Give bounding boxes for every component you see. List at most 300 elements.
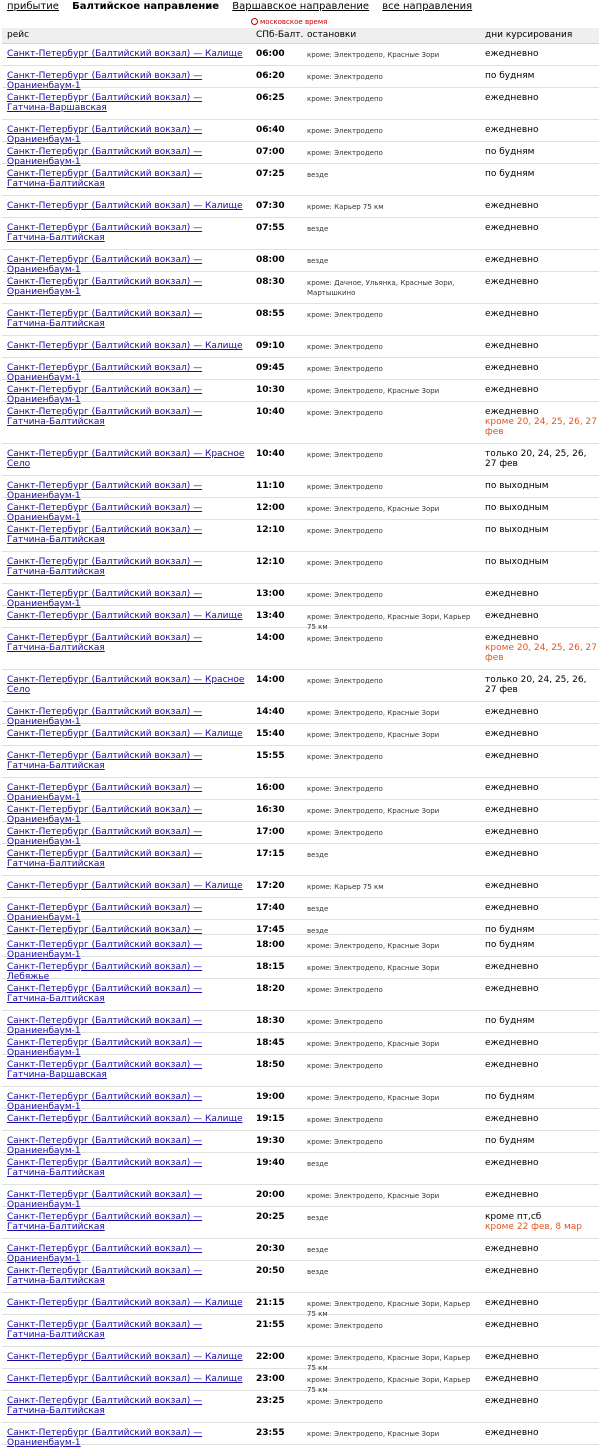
table-row: [2, 1055, 599, 1087]
table-row: [2, 1239, 599, 1264]
days-cell: [485, 277, 597, 287]
table-row: [2, 935, 599, 960]
stops-info: везде: [307, 257, 329, 265]
route-link[interactable]: Санкт-Петербург (Балтийский вокзал) — Ораниенбаум-1: [7, 1038, 203, 1058]
route-link[interactable]: Санкт-Петербург (Балтийский вокзал) — Ораниенбаум-1: [7, 1016, 203, 1036]
stops-info: кроме: Электродепо: [307, 409, 383, 417]
table-row: [2, 1153, 599, 1185]
route-link[interactable]: Санкт-Петербург (Балтийский вокзал) — Калище: [7, 1374, 243, 1384]
route-link[interactable]: Санкт-Петербург (Балтийский вокзал) — Ораниенбаум-1: [7, 589, 203, 609]
route-link[interactable]: Санкт-Петербург (Балтийский вокзал) — Гатчина-Варшавская: [7, 1060, 203, 1080]
stops-info: кроме: Электродепо: [307, 95, 383, 103]
departure-time: 10:40: [256, 407, 285, 417]
days-cell: [485, 1190, 597, 1200]
days-cell: [485, 407, 597, 437]
timezone-note: [251, 17, 327, 27]
table-row: [2, 1369, 599, 1394]
departure-time: 15:55: [256, 751, 285, 761]
table-row: [2, 476, 599, 501]
days-cell: [485, 849, 597, 859]
table-row: [2, 957, 599, 982]
days-value: ежедневно: [485, 751, 539, 761]
table-row: [2, 444, 599, 476]
stops-info: кроме: Электродепо, Красные Зори, Карьер 75 км: [307, 1300, 471, 1318]
stops-info: кроме: Электродепо: [307, 1116, 383, 1124]
stops-info: везде: [307, 1160, 329, 1168]
route-link[interactable]: Санкт-Петербург (Балтийский вокзал) — Гатчина-Балтийская: [7, 1158, 203, 1178]
route-link[interactable]: Санкт-Петербург (Балтийский вокзал) — Калище: [7, 611, 243, 621]
days-value: ежедневно: [485, 1038, 539, 1048]
table-row: [2, 1131, 599, 1156]
stops-info: везде: [307, 1246, 329, 1254]
route-link[interactable]: Санкт-Петербург (Балтийский вокзал) — Калище: [7, 1298, 243, 1308]
stops-info: кроме: Электродепо: [307, 451, 383, 459]
route-link[interactable]: Санкт-Петербург (Балтийский вокзал) — Ораниенбаум-1: [7, 481, 203, 501]
days-cell: [485, 925, 597, 935]
days-value: ежедневно: [485, 707, 539, 717]
table-row: [2, 746, 599, 778]
route-link[interactable]: Санкт-Петербург (Балтийский вокзал) — Гатчина-Балтийская: [7, 1266, 203, 1286]
departure-time: 07:30: [256, 201, 285, 211]
days-cell: [485, 557, 597, 567]
stops-info: везде: [307, 927, 329, 935]
route-link[interactable]: Санкт-Петербург (Балтийский вокзал) — Ораниенбаум-1: [7, 1092, 203, 1112]
days-cell: [485, 223, 597, 233]
departure-header: СПб-Балт.: [256, 30, 304, 40]
departure-time: 08:30: [256, 277, 285, 287]
stops-info: кроме: Электродепо: [307, 527, 383, 535]
departure-time: 13:40: [256, 611, 285, 621]
route-link[interactable]: Санкт-Петербург (Балтийский вокзал) — Калище: [7, 881, 243, 891]
table-row: [2, 196, 599, 218]
days-value: по будням: [485, 1092, 535, 1102]
days-value: кроме пт,сб: [485, 1212, 542, 1222]
stops-info: кроме: Электродепо, Красные Зори: [307, 1430, 440, 1438]
table-row: [2, 358, 599, 383]
departure-time: 14:00: [256, 633, 285, 643]
stops-info: кроме: Электродепо: [307, 365, 383, 373]
days-cell: [485, 984, 597, 994]
departure-time: 09:10: [256, 341, 285, 351]
stops-info: кроме: Электродепо: [307, 986, 383, 994]
days-cell: [485, 481, 597, 491]
days-cell: [485, 827, 597, 837]
stops-info: кроме: Электродепо, Красные Зори, Карьер 75 км: [307, 613, 471, 631]
departure-time: 18:00: [256, 940, 285, 950]
route-link[interactable]: Санкт-Петербург (Балтийский вокзал) — Ораниенбаум-1: [7, 277, 203, 297]
route-link[interactable]: Санкт-Петербург (Балтийский вокзал) — Гатчина-Балтийская: [7, 751, 203, 771]
days-value: ежедневно: [485, 1244, 539, 1254]
days-value: ежедневно: [485, 1298, 539, 1308]
stops-info: кроме: Дачное, Ульянка, Красные Зори, Мартышкино: [307, 279, 455, 297]
table-row: [2, 1109, 599, 1131]
table-row: [2, 876, 599, 898]
stops-info: кроме: Электродепо, Красные Зори, Карьер 75 км: [307, 1354, 471, 1372]
days-cell: [485, 385, 597, 395]
stops-info: везде: [307, 851, 329, 859]
table-row: [2, 724, 599, 746]
table-row: [2, 670, 599, 702]
days-value: ежедневно: [485, 962, 539, 972]
days-cell: [485, 449, 597, 469]
stops-info: кроме: Электродепо, Красные Зори: [307, 1040, 440, 1048]
days-value: по будням: [485, 925, 535, 935]
departure-time: 06:40: [256, 125, 285, 135]
table-row: [2, 822, 599, 847]
table-row: [2, 402, 599, 444]
departure-time: 21:15: [256, 1298, 285, 1308]
days-value: ежедневно: [485, 1266, 539, 1276]
route-link[interactable]: Санкт-Петербург (Балтийский вокзал) — Гатчина-Балтийская: [7, 984, 203, 1004]
route-link[interactable]: Санкт-Петербург (Балтийский вокзал) — Калище: [7, 1352, 243, 1362]
days-cell: [485, 1374, 597, 1384]
days-value: ежедневно: [485, 1428, 539, 1438]
departure-time: 10:40: [256, 449, 285, 459]
route-link[interactable]: Санкт-Петербург (Балтийский вокзал) — Калище: [7, 49, 243, 59]
table-row: [2, 218, 599, 250]
departure-time: 20:00: [256, 1190, 285, 1200]
departure-time: 17:00: [256, 827, 285, 837]
stops-info: кроме: Электродепо, Красные Зори: [307, 1094, 440, 1102]
stops-info: кроме: Карьер 75 км: [307, 883, 384, 891]
departure-time: 16:30: [256, 805, 285, 815]
route-link[interactable]: Санкт-Петербург (Балтийский вокзал) — Ораниенбаум-1: [7, 940, 203, 960]
departure-time: 08:55: [256, 309, 285, 319]
days-value: ежедневно: [485, 385, 539, 395]
days-value: ежедневно: [485, 341, 539, 351]
days-cell: [485, 201, 597, 211]
stops-info: кроме: Электродепо, Красные Зори: [307, 731, 440, 739]
departure-time: 22:00: [256, 1352, 285, 1362]
days-value: ежедневно: [485, 611, 539, 621]
route-link[interactable]: Санкт-Петербург (Балтийский вокзал) — Гатчина-Балтийская: [7, 849, 203, 869]
schedule-table: [2, 44, 599, 1448]
departure-time: 19:15: [256, 1114, 285, 1124]
route-link[interactable]: Санкт-Петербург (Балтийский вокзал) — Гатчина-Варшавская: [7, 93, 203, 113]
route-header: рейс: [7, 30, 30, 40]
departure-time: 06:20: [256, 71, 285, 81]
stops-header: остановки: [307, 30, 357, 40]
days-cell: [485, 1114, 597, 1124]
days-cell: [485, 707, 597, 717]
days-value: только 20, 24, 25, 26, 27 фев: [485, 675, 587, 695]
days-value: по будням: [485, 147, 535, 157]
stops-info: везде: [307, 225, 329, 233]
days-value: по будням: [485, 940, 535, 950]
table-row: [2, 1261, 599, 1293]
route-link[interactable]: Санкт-Петербург (Балтийский вокзал) — Ораниенбаум-1: [7, 363, 203, 383]
days-value: ежедневно: [485, 589, 539, 599]
stops-info: кроме: Электродепо: [307, 1398, 383, 1406]
departure-time: 18:45: [256, 1038, 285, 1048]
route-link[interactable]: Санкт-Петербург (Балтийский вокзал) — Ораниенбаум-1: [7, 125, 203, 145]
days-value: по выходным: [485, 481, 549, 491]
days-cell: [485, 1060, 597, 1070]
days-cell: [485, 169, 597, 179]
days-cell: [485, 1352, 597, 1362]
stops-info: кроме: Электродепо: [307, 149, 383, 157]
route-link[interactable]: Санкт-Петербург (Балтийский вокзал) — Гатчина-Балтийская: [7, 407, 203, 427]
table-row: [2, 1391, 599, 1423]
departure-time: 07:25: [256, 169, 285, 179]
route-link[interactable]: Санкт-Петербург (Балтийский вокзал) — Калище: [7, 729, 243, 739]
stops-info: кроме: Электродепо: [307, 1322, 383, 1330]
table-row: [2, 1011, 599, 1036]
departure-time: 12:00: [256, 503, 285, 513]
days-value: ежедневно: [485, 1374, 539, 1384]
days-value: ежедневно: [485, 783, 539, 793]
days-value: по будням: [485, 1016, 535, 1026]
days-value: ежедневно: [485, 1352, 539, 1362]
days-exception: кроме 20, 24, 25, 26, 27 фев: [485, 417, 597, 437]
stops-info: кроме: Электродепо: [307, 483, 383, 491]
stops-info: кроме: Электродепо, Красные Зори: [307, 387, 440, 395]
departure-time: 09:45: [256, 363, 285, 373]
route-link[interactable]: Санкт-Петербург (Балтийский вокзал) — Ораниенбаум-1: [7, 71, 203, 91]
days-exception: кроме 20, 24, 25, 26, 27 фев: [485, 643, 597, 663]
days-value: по будням: [485, 71, 535, 81]
route-link[interactable]: Санкт-Петербург (Балтийский вокзал) — Калище: [7, 201, 243, 211]
stops-info: кроме: Электродепо: [307, 677, 383, 685]
days-cell: [485, 633, 597, 663]
days-value: ежедневно: [485, 881, 539, 891]
warsaw-direction-link[interactable]: Варшавское направление: [232, 1, 370, 12]
departure-time: 23:00: [256, 1374, 285, 1384]
days-value: по выходным: [485, 525, 549, 535]
route-link[interactable]: Санкт-Петербург (Балтийский вокзал) — Ораниенбаум-1: [7, 147, 203, 167]
route-link[interactable]: Санкт-Петербург (Балтийский вокзал) — Ораниенбаум-1: [7, 707, 203, 727]
table-row: [2, 250, 599, 275]
days-cell: [485, 881, 597, 891]
departure-time: 17:15: [256, 849, 285, 859]
route-link[interactable]: Санкт-Петербург (Балтийский вокзал) — Калище: [7, 1114, 243, 1124]
table-row: [2, 272, 599, 304]
table-row: [2, 606, 599, 631]
stops-info: кроме: Электродепо, Красные Зори: [307, 709, 440, 717]
route-link[interactable]: Санкт-Петербург (Балтийский вокзал) — Красное Село: [7, 449, 245, 469]
days-cell: [485, 309, 597, 319]
days-cell: [485, 751, 597, 761]
departure-time: 19:40: [256, 1158, 285, 1168]
days-cell: [485, 903, 597, 913]
days-value: ежедневно: [485, 93, 539, 103]
stops-info: кроме: Электродепо, Красные Зори: [307, 807, 440, 815]
route-link[interactable]: Санкт-Петербург (Балтийский вокзал) — Гатчина-Балтийская: [7, 1320, 203, 1340]
days-cell: [485, 783, 597, 793]
stops-info: везде: [307, 1214, 329, 1222]
days-cell: [485, 125, 597, 135]
days-value: ежедневно: [485, 201, 539, 211]
stops-info: кроме: Электродепо: [307, 1062, 383, 1070]
days-value: ежедневно: [485, 1396, 539, 1406]
departure-time: 17:40: [256, 903, 285, 913]
days-value: ежедневно: [485, 255, 539, 265]
days-cell: [485, 341, 597, 351]
arrival-link[interactable]: прибытие: [7, 1, 59, 12]
departure-time: 12:10: [256, 525, 285, 535]
route-link[interactable]: Санкт-Петербург (Балтийский вокзал) — Ораниенбаум-1: [7, 503, 203, 523]
departure-time: 18:20: [256, 984, 285, 994]
table-row: [2, 702, 599, 727]
table-row: [2, 584, 599, 609]
route-link[interactable]: Санкт-Петербург (Балтийский вокзал) — Ораниенбаум-1: [7, 827, 203, 847]
days-value: ежедневно: [485, 1060, 539, 1070]
days-value: ежедневно: [485, 309, 539, 319]
days-cell: [485, 363, 597, 373]
departure-time: 18:30: [256, 1016, 285, 1026]
departure-time: 14:40: [256, 707, 285, 717]
stops-info: кроме: Электродепо: [307, 311, 383, 319]
table-row: [2, 1207, 599, 1239]
days-cell: [485, 525, 597, 535]
route-link[interactable]: Санкт-Петербург (Балтийский вокзал) — Гатчина-Балтийская: [7, 309, 203, 329]
days-cell: [485, 962, 597, 972]
departure-time: 23:25: [256, 1396, 285, 1406]
stops-info: кроме: Электродепо: [307, 591, 383, 599]
days-cell: [485, 1136, 597, 1146]
route-link[interactable]: Санкт-Петербург (Балтийский вокзал) — Ораниенбаум-1: [7, 1244, 203, 1264]
table-row: [2, 800, 599, 825]
stops-info: кроме: Электродепо, Красные Зори: [307, 964, 440, 972]
days-cell: [485, 729, 597, 739]
stops-info: везде: [307, 171, 329, 179]
route-link[interactable]: Санкт-Петербург (Балтийский вокзал) — Ораниенбаум-1: [7, 385, 203, 405]
days-value: ежедневно: [485, 277, 539, 287]
days-cell: [485, 1320, 597, 1330]
days-value: ежедневно: [485, 849, 539, 859]
stops-info: кроме: Электродепо: [307, 559, 383, 567]
table-row: [2, 88, 599, 120]
all-directions-link[interactable]: все направления: [382, 1, 473, 12]
route-link[interactable]: Санкт-Петербург (Балтийский вокзал) — Гатчина-Балтийская: [7, 223, 203, 243]
route-link[interactable]: Санкт-Петербург (Балтийский вокзал) — Ораниенбаум-1: [7, 255, 203, 275]
route-link[interactable]: Санкт-Петербург (Балтийский вокзал) — Ораниенбаум-1: [7, 783, 203, 803]
days-value: ежедневно: [485, 827, 539, 837]
route-link[interactable]: Санкт-Петербург (Балтийский вокзал) — Лебяжье: [7, 962, 203, 982]
table-row: [2, 1423, 599, 1448]
days-cell: [485, 1158, 597, 1168]
table-row: [2, 1293, 599, 1318]
route-link[interactable]: Санкт-Петербург (Балтийский вокзал) — Гатчина-Балтийская: [7, 1396, 203, 1416]
route-link[interactable]: Санкт-Петербург (Балтийский вокзал) — Гатчина-Балтийская: [7, 525, 203, 545]
departure-time: 20:30: [256, 1244, 285, 1254]
route-link[interactable]: Санкт-Петербург (Балтийский вокзал) — Калище: [7, 341, 243, 351]
table-row: [2, 628, 599, 670]
stops-info: кроме: Электродепо, Красные Зори: [307, 51, 440, 59]
route-link[interactable]: Санкт-Петербург (Балтийский вокзал) —: [7, 925, 203, 935]
departure-time: 10:30: [256, 385, 285, 395]
departure-time: 08:00: [256, 255, 285, 265]
route-link[interactable]: Санкт-Петербург (Балтийский вокзал) — Гатчина-Балтийская: [7, 169, 203, 189]
table-row: [2, 1087, 599, 1112]
table-row: [2, 142, 599, 167]
days-cell: [485, 71, 597, 81]
table-row: [2, 380, 599, 405]
route-link[interactable]: Санкт-Петербург (Балтийский вокзал) — Гатчина-Балтийская: [7, 557, 203, 577]
stops-info: кроме: Карьер 75 км: [307, 203, 384, 211]
departure-time: 14:00: [256, 675, 285, 685]
current-direction: Балтийское направление: [72, 1, 220, 12]
days-value: ежедневно: [485, 633, 539, 643]
days-value: ежедневно: [485, 1158, 539, 1168]
departure-time: 06:25: [256, 93, 285, 103]
table-row: [2, 66, 599, 91]
stops-info: кроме: Электродепо: [307, 343, 383, 351]
departure-time: 17:45: [256, 925, 285, 935]
departure-time: 17:20: [256, 881, 285, 891]
route-link[interactable]: Санкт-Петербург (Балтийский вокзал) — Ораниенбаум-1: [7, 1136, 203, 1156]
route-link[interactable]: Санкт-Петербург (Балтийский вокзал) — Гатчина-Балтийская: [7, 1212, 203, 1232]
days-value: по выходным: [485, 557, 549, 567]
days-cell: [485, 805, 597, 815]
departure-time: 18:50: [256, 1060, 285, 1070]
departure-time: 16:00: [256, 783, 285, 793]
days-value: ежедневно: [485, 903, 539, 913]
stops-info: кроме: Электродепо: [307, 73, 383, 81]
stops-info: кроме: Электродепо: [307, 1138, 383, 1146]
departure-time: 15:40: [256, 729, 285, 739]
route-link[interactable]: Санкт-Петербург (Балтийский вокзал) — Ораниенбаум-1: [7, 1190, 203, 1210]
table-row: [2, 44, 599, 66]
route-link[interactable]: Санкт-Петербург (Балтийский вокзал) — Ораниенбаум-1: [7, 805, 203, 825]
days-value: ежедневно: [485, 1320, 539, 1330]
days-cell: [485, 503, 597, 513]
departure-time: 23:55: [256, 1428, 285, 1438]
days-value: ежедневно: [485, 223, 539, 233]
route-link[interactable]: Санкт-Петербург (Балтийский вокзал) — Гатчина-Балтийская: [7, 633, 203, 653]
route-link[interactable]: Санкт-Петербург (Балтийский вокзал) — Ораниенбаум-1: [7, 903, 203, 923]
stops-info: кроме: Электродепо, Красные Зори: [307, 942, 440, 950]
stops-info: кроме: Электродепо, Красные Зори: [307, 505, 440, 513]
table-header: [2, 28, 599, 44]
days-cell: [485, 1244, 597, 1254]
days-cell: [485, 1396, 597, 1406]
departure-time: 20:25: [256, 1212, 285, 1222]
departure-time: 13:00: [256, 589, 285, 599]
stops-info: кроме: Электродепо: [307, 1018, 383, 1026]
direction-nav: [0, 0, 605, 14]
stops-info: кроме: Электродепо: [307, 829, 383, 837]
table-row: [2, 778, 599, 803]
days-header: дни курсирования: [485, 30, 573, 40]
table-row: [2, 120, 599, 145]
days-cell: [485, 1016, 597, 1026]
days-cell: [485, 1298, 597, 1308]
table-row: [2, 1185, 599, 1210]
days-cell: [485, 1428, 597, 1438]
route-link[interactable]: Санкт-Петербург (Балтийский вокзал) — Ораниенбаум-1: [7, 1428, 203, 1448]
days-exception: кроме 22 фев, 8 мар: [485, 1222, 583, 1232]
days-cell: [485, 675, 597, 695]
table-row: [2, 979, 599, 1011]
route-link[interactable]: Санкт-Петербург (Балтийский вокзал) — Красное Село: [7, 675, 245, 695]
days-value: ежедневно: [485, 363, 539, 373]
stops-info: везде: [307, 1268, 329, 1276]
timezone-label: московское время: [260, 18, 328, 26]
table-row: [2, 1347, 599, 1372]
days-cell: [485, 1266, 597, 1276]
stops-info: везде: [307, 905, 329, 913]
table-row: [2, 844, 599, 876]
table-row: [2, 552, 599, 584]
clock-icon: [251, 18, 258, 25]
departure-time: 21:55: [256, 1320, 285, 1330]
departure-time: 07:00: [256, 147, 285, 157]
days-cell: [485, 1038, 597, 1048]
days-cell: [485, 611, 597, 621]
stops-info: кроме: Электродепо: [307, 127, 383, 135]
table-row: [2, 920, 599, 935]
